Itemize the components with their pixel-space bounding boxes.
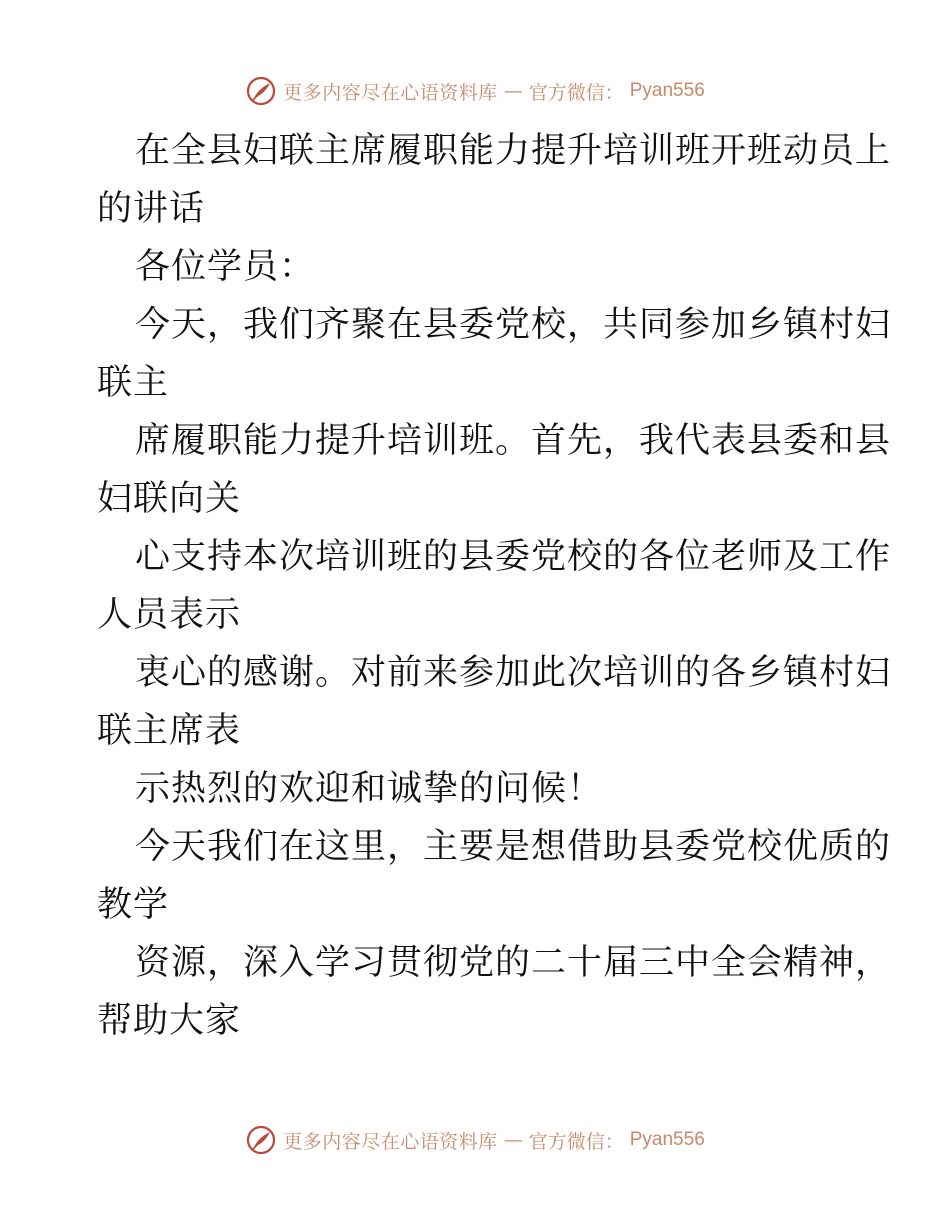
watermark-wechat-id: Pyan556 <box>629 80 705 101</box>
salutation: 各位学员： <box>135 247 316 287</box>
watermark-wechat-label: 官方微信： <box>528 81 624 104</box>
title-line-1: 在全县妇联主席履职能力提升培训班开班动员上 <box>135 131 892 171</box>
body-line: 席履职能力提升培训班。首先，我代表县委和县 <box>135 421 892 461</box>
quill-logo-icon <box>245 75 277 107</box>
body-line: 教学 <box>97 885 170 925</box>
quill-logo-icon <box>245 1124 277 1156</box>
body-line: 联主席表 <box>97 711 242 751</box>
watermark-text: 更多内容尽在心语资料库 <box>283 1130 498 1153</box>
body-line: 人员表示 <box>97 595 242 635</box>
body-line: 心支持本次培训班的县委党校的各位老师及工作 <box>135 537 892 577</box>
watermark-wechat-id: Pyan556 <box>629 1129 705 1150</box>
title-line-2: 的讲话 <box>97 189 206 229</box>
body-line: 联主 <box>97 363 170 403</box>
watermark-text: 更多内容尽在心语资料库 <box>283 81 498 104</box>
body-line: 衷心的感谢。对前来参加此次培训的各乡镇村妇 <box>135 653 892 693</box>
header-watermark <box>0 71 950 111</box>
body-line: 帮助大家 <box>97 1001 242 1041</box>
body-line: 妇联向关 <box>97 479 242 519</box>
watermark-separator: — <box>503 80 523 102</box>
body-line: 今天，我们齐聚在县委党校，共同参加乡镇村妇 <box>135 305 892 345</box>
document-body <box>97 122 892 1050</box>
body-line: 今天我们在这里，主要是想借助县委党校优质的 <box>135 827 892 867</box>
watermark-separator: — <box>503 1129 523 1151</box>
footer-watermark <box>0 1120 950 1160</box>
body-line: 示热烈的欢迎和诚挚的问候！ <box>135 769 604 809</box>
body-line: 资源，深入学习贯彻党的二十届三中全会精神， <box>135 943 892 983</box>
watermark-wechat-label: 官方微信： <box>528 1130 624 1153</box>
